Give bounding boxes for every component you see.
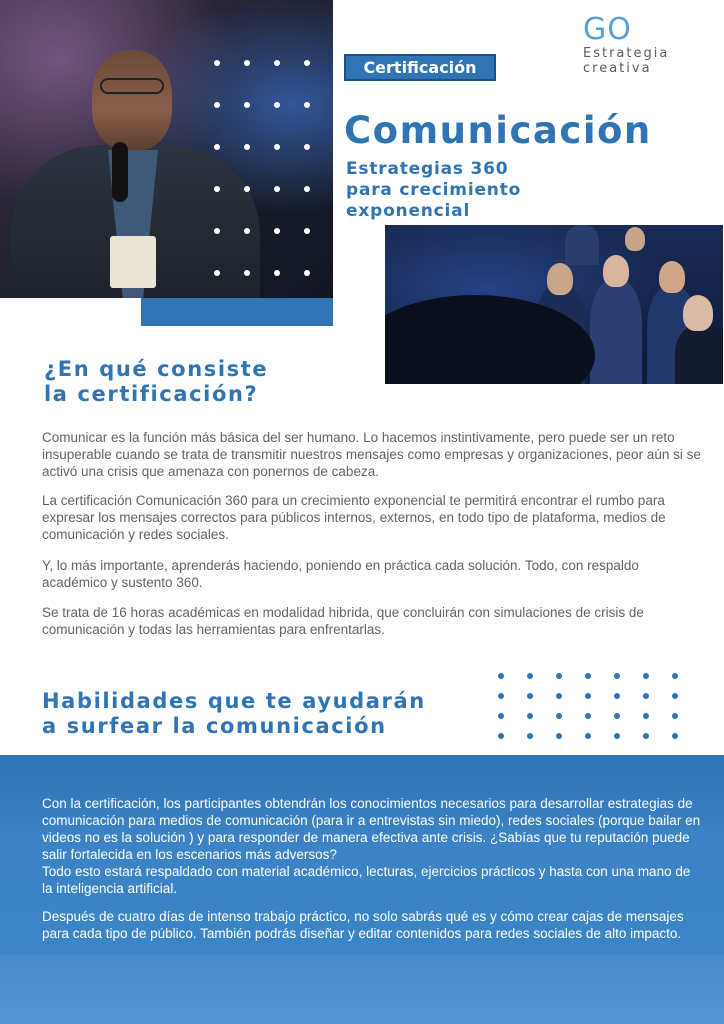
- microphone: [112, 142, 128, 202]
- paragraph-line: Con la certificación, los participantes obtendrán los conocimientos necesarios para desarrollar estrategias de comunicación para medios de comunicación (para ir a entrevistas sin miedo), redes sociales (porque bailar en videos no es la solución ) y para responder de manera efectiva ante crisis. ¿Sabías que tu reputación puede salir fortalecida en los escenarios más adversos?: [42, 796, 701, 862]
- paragraph: Y, lo más importante, aprenderás haciendo, poniendo en práctica cada solución. Todo, con respaldo académico y sustento 360.: [42, 558, 639, 590]
- heading-line: a surfear la comunicación: [42, 714, 387, 738]
- page-subtitle: [346, 159, 606, 222]
- logo-line-2: creativa: [583, 61, 652, 76]
- logo-mark: GO: [583, 12, 632, 47]
- logo-line-1: Estrategia: [583, 46, 670, 61]
- paragraph: Comunicar es la función más básica del ser humano. Lo hacemos instintivamente, pero puede ser un reto insuperable cuando se trata de transmitir nuestros mensajes como empresas y organizaciones, peor aún si se activó una crisis que amenaza con ponernos de cabeza.: [42, 430, 701, 479]
- subtitle-line: exponencial: [346, 201, 471, 221]
- audience-photo: [385, 225, 723, 384]
- decorative-blue-strip: [141, 298, 333, 326]
- subtitle-line: Estrategias 360: [346, 159, 509, 179]
- certification-tag: Certificación: [344, 54, 496, 81]
- heading-line: Habilidades que te ayudarán: [42, 689, 426, 713]
- page-title: Comunicación: [344, 109, 652, 152]
- speaker-photo: [0, 0, 333, 298]
- paragraph: La certificación Comunicación 360 para un crecimiento exponencial te permitirá encontrar el rumbo para expresar los mensajes correctos para públicos internos, externos, en todo tipo de plataforma, medios de comunicación y redes sociales.: [42, 493, 666, 542]
- subtitle-line: para crecimiento: [346, 180, 522, 200]
- paragraph: Se trata de 16 horas académicas en modalidad hibrida, que concluirán con simulaciones de crisis de comunicación y todas las herramientas para enfrentarlas.: [42, 605, 644, 637]
- heading-line: la certificación?: [44, 382, 259, 406]
- outcome-paragraph: Después de cuatro días de intenso trabajo práctico, no solo sabrás qué es y cómo crear cajas de mensajes para cada tipo de público. También podrás diseñar y editar contenidos para redes sociales de alto impacto.: [42, 909, 684, 941]
- heading-line: ¿En qué consiste: [44, 357, 269, 381]
- brand-logo: [583, 14, 703, 84]
- speaker-head: [92, 50, 172, 150]
- decorative-dot-grid-white: [214, 60, 310, 276]
- paragraph-line: Todo esto estará respaldado con material académico, lecturas, ejercicios prácticos y hasta con una mano de la inteligencia artificial.: [42, 864, 691, 896]
- section-heading-what-is: [44, 357, 268, 407]
- decorative-dot-grid-blue: [498, 673, 678, 739]
- skills-paragraph: [42, 795, 702, 897]
- section-heading-skills: [42, 689, 426, 739]
- speaker-badge: [110, 236, 156, 288]
- speaker-glasses: [100, 78, 164, 94]
